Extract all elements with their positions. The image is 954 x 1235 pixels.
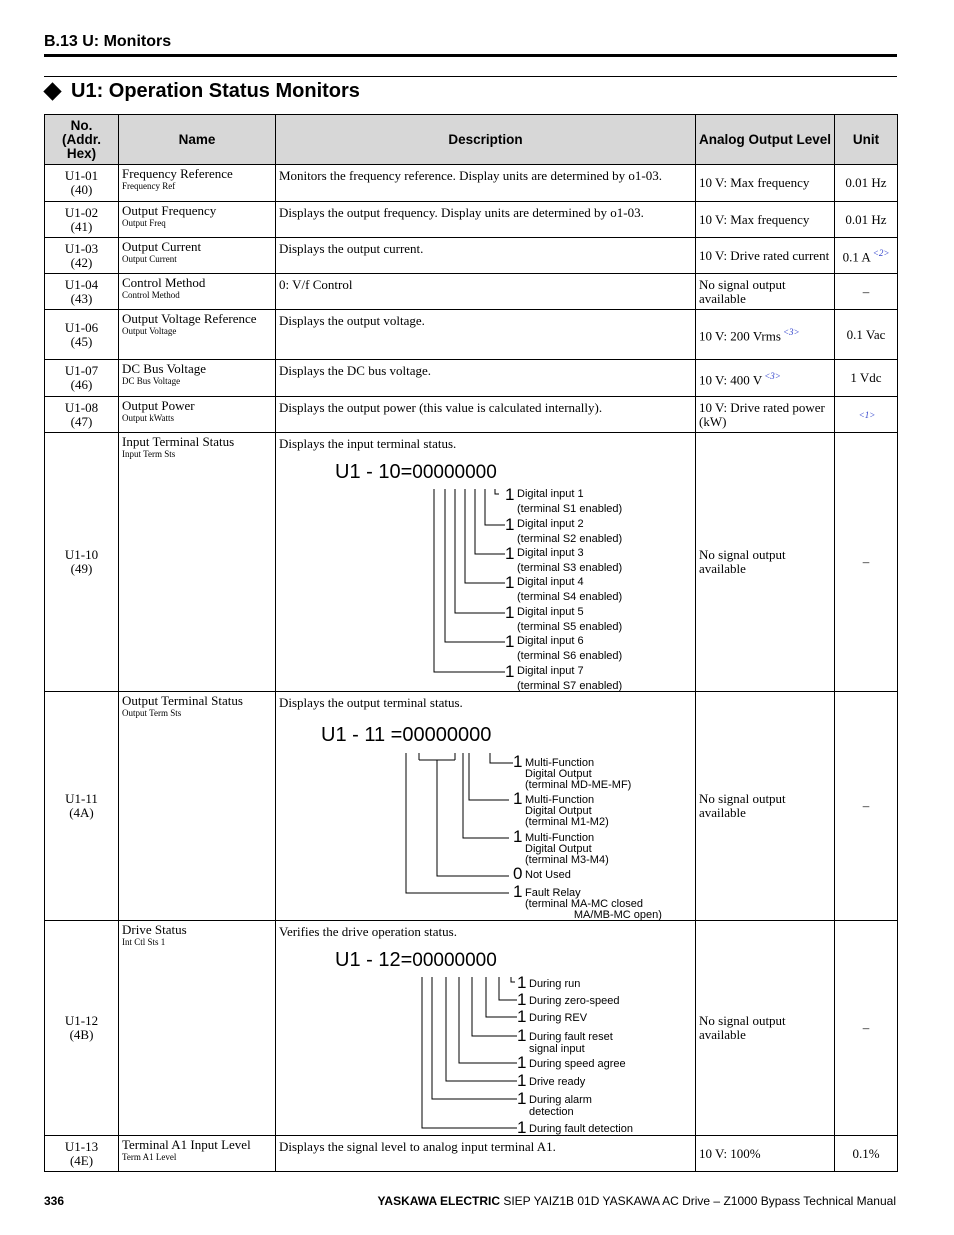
bit-leader-line [455,489,505,613]
monitor-no: U1-03 [64,240,99,256]
monitor-no: U1-12 [64,1013,99,1028]
bit-label: Digital input 3 (terminal S3 enabled) [517,547,623,574]
bit-label: Digital input 2 (terminal S2 enabled) [517,518,623,545]
row-description [276,692,696,921]
bit-label: Digital input 1 (terminal S1 enabled) [517,488,623,515]
description-text: Monitors the frequency reference. Display units are determined by o1-03. [279,168,663,183]
row-name [119,202,276,238]
col-no [45,115,119,165]
monitor-addr: (43) [70,290,93,306]
row-number [45,360,119,397]
unit-text: 0.1 Vac [846,326,886,342]
description-text: 0: V/f Control [279,277,353,292]
analog-text: No signal output available [699,547,786,576]
table-row [45,202,898,238]
monitor-display-name: Output Term Sts [122,708,182,718]
footnote-ref: <1> [858,410,876,420]
row-name [119,165,276,202]
row-description [276,921,696,1136]
row-analog-output [696,360,835,397]
bit-label: Not Used [525,869,571,881]
row-number [45,202,119,238]
analog-text: 10 V: Drive rated power (kW) [699,399,825,429]
row-name [119,692,276,921]
bit-leader-line [472,977,517,1036]
row-analog-output [696,238,835,274]
monitor-name: Frequency Reference [122,166,233,181]
footer-doc-title: SIEP YAIZ1B 01D YASKAWA AC Drive – Z1000 Bypass Technical Manual [503,1194,896,1208]
title-rule [44,76,897,77]
bit-diagram-value: 00000000 [412,462,497,483]
monitor-addr: (4E) [69,1152,94,1168]
monitor-addr: (4B) [69,1027,94,1042]
bit-value: 1 [505,573,515,592]
monitor-display-name: Control Method [122,290,180,300]
bit-leader-line [486,977,517,1017]
bit-leader-line [437,760,509,876]
bit-value: 1 [505,544,515,563]
row-description [276,165,696,202]
bit-leader-line [490,753,513,763]
monitor-no: U1-11 [65,791,98,806]
row-number [45,397,119,433]
col-name: Name [119,115,276,165]
monitor-name: Output Voltage Reference [122,311,257,326]
bit-leader-line [495,489,499,494]
footnote-ref: <2> [872,248,890,259]
row-description [276,1136,696,1172]
description-text: Displays the signal level to analog input terminal A1. [279,1139,556,1154]
monitor-addr: (42) [70,254,93,270]
bit-label: Drive ready [529,1076,586,1088]
row-unit [835,397,898,433]
table-row [45,397,898,433]
monitor-no: U1-01 [64,168,99,183]
bit-diagram-lines [279,451,697,687]
bit-diagram-value: 00000000 [402,724,492,746]
bit-diagram [279,710,692,921]
row-analog-output [696,433,835,692]
bit-diagram-title [335,461,497,483]
bit-value: 1 [517,1089,527,1108]
analog-text: 10 V: Drive rated current [699,247,830,263]
row-name [119,274,276,310]
row-number [45,165,119,202]
unit-text: – [862,798,870,813]
monitor-display-name: DC Bus Voltage [122,376,181,386]
row-name [119,397,276,433]
table-row [45,238,898,274]
row-unit [835,202,898,238]
bit-value: 1 [513,789,523,808]
row-unit [835,310,898,360]
unit-text: – [862,554,870,569]
page-title: U1: Operation Status Monitors [71,80,360,102]
row-name [119,1136,276,1172]
monitor-name: Input Terminal Status [122,434,235,449]
monitor-no: U1-06 [64,319,99,335]
row-description [276,238,696,274]
header-rule [44,54,897,57]
monitor-name: Output Terminal Status [122,693,243,708]
bit-value: 1 [517,973,527,992]
row-unit [835,274,898,310]
analog-text: No signal output available [699,1013,786,1042]
table-row [45,433,898,692]
description-text: Displays the output frequency. Display units are determined by o1-03. [279,205,644,220]
monitor-display-name: Output Voltage [122,326,177,336]
bit-leader-line [475,489,505,554]
bit-value: 1 [513,752,523,771]
monitor-name: Output Frequency [122,203,217,218]
unit-text: 0.01 Hz [845,175,887,190]
table-row [45,360,898,397]
bit-label: Multi-Function Digital Output (terminal M3-M4) [525,832,609,866]
bit-label: During REV [529,1012,588,1024]
bit-value: 1 [517,1053,527,1072]
bit-label: Multi-Function Digital Output (terminal M1-M2) [525,794,609,828]
unit-text: – [862,1020,870,1035]
row-name [119,433,276,692]
bit-value: 1 [505,515,515,534]
bit-diagram-title [335,949,497,971]
row-number [45,692,119,921]
monitor-display-name: Output Freq [122,218,166,228]
description-text: Displays the DC bus voltage. [279,363,432,378]
row-name [119,921,276,1136]
monitor-name: Control Method [122,275,206,290]
analog-text: 10 V: Max frequency [699,211,810,227]
unit-text: 0.1 A [842,249,871,265]
bit-label: Multi-Function Digital Output (terminal MD-ME-MF) [525,757,632,791]
analog-text: No signal output available [699,791,786,820]
row-name [119,238,276,274]
row-unit [835,1136,898,1172]
bit-leader-line [511,977,515,982]
monitor-no: U1-02 [64,204,99,220]
diamond-bullet-icon [43,82,61,100]
row-description [276,397,696,433]
bit-value: 0 [513,864,523,883]
row-number [45,433,119,692]
bit-label: Fault Relay (terminal MA-MC closed MA/MB-MC open) [525,887,662,921]
bit-value: 1 [517,1118,527,1137]
bit-value: 1 [517,1071,527,1090]
unit-text: – [862,283,870,299]
row-number [45,274,119,310]
bit-label: Digital input 4 (terminal S4 enabled) [517,576,623,603]
bit-leader-line [499,977,517,1000]
monitor-name: DC Bus Voltage [122,361,207,376]
row-name [119,310,276,360]
row-unit [835,433,898,692]
monitor-display-name: Term A1 Level [122,1152,177,1162]
monitor-addr: (49) [70,561,93,576]
row-analog-output [696,692,835,921]
col-unit: Unit [835,115,898,165]
bit-diagram-value: 00000000 [412,950,497,971]
row-unit [835,165,898,202]
monitor-display-name: Frequency Ref [122,181,176,191]
monitor-no: U1-10 [64,547,99,562]
table-row [45,921,898,1136]
bit-leader-line [469,753,509,800]
bit-leader-line [463,753,509,838]
monitor-no: U1-13 [64,1138,99,1154]
monitor-no: U1-07 [64,363,99,378]
monitor-addr: (4A) [69,805,94,820]
monitor-addr: (41) [70,218,93,234]
bit-value: 1 [513,827,523,846]
bit-value: 1 [517,1026,527,1045]
row-analog-output [696,921,835,1136]
row-analog-output [696,202,835,238]
col-analog: Analog Output Level [696,115,835,165]
col-no-label: No. (Addr. Hex) [62,117,101,161]
bit-diagram [279,939,692,1137]
bit-label: Digital input 5 (terminal S5 enabled) [517,606,623,633]
description-text: Displays the output power (this value is calculated internally). [279,400,603,415]
row-unit [835,692,898,921]
col-description: Description [276,115,696,165]
row-unit [835,360,898,397]
bit-label: During speed agree [529,1058,626,1070]
row-unit [835,238,898,274]
bit-leader-line [406,753,509,893]
page-title-wrap [44,80,360,103]
row-unit [835,921,898,1136]
row-description [276,274,696,310]
bit-diagram-label: U1 - 11 = [321,724,403,746]
row-description [276,310,696,360]
analog-text: No signal output available [699,276,786,306]
monitor-name: Output Power [122,398,195,413]
bit-label: During fault reset signal input [529,1031,613,1055]
monitor-display-name: Int Ctl Sts 1 [122,937,166,947]
bit-label: During fault detection [529,1123,633,1135]
bit-value: 1 [517,990,527,1009]
unit-text: 1 Vdc [850,370,882,385]
monitor-display-name: Output Current [122,254,177,264]
analog-text: 10 V: 400 V [699,372,763,388]
unit-text: 0.1% [852,1145,880,1161]
monitor-no: U1-08 [64,399,99,415]
monitor-name: Drive Status [122,922,187,937]
table-row [45,1136,898,1172]
footer-brand: YASKAWA ELECTRIC [377,1194,500,1208]
analog-text: 10 V: Max frequency [699,175,810,190]
table-row [45,692,898,921]
monitor-display-name: Input Term Sts [122,449,176,459]
monitor-table [44,114,898,1172]
bit-leader-line [459,977,517,1063]
bit-label: During run [529,978,581,990]
page-number: 336 [44,1194,65,1208]
bit-label: Digital input 6 (terminal S6 enabled) [517,635,623,662]
description-text: Displays the input terminal status. [279,436,457,451]
row-number [45,238,119,274]
bit-value: 1 [513,882,523,901]
description-text: Displays the output terminal status. [279,695,463,710]
section-header: B.13 U: Monitors [44,33,172,50]
row-number [45,1136,119,1172]
footnote-ref: <3> [764,370,781,381]
description-text: Verifies the drive operation status. [279,924,457,939]
description-text: Displays the output voltage. [279,313,425,328]
row-description [276,433,696,692]
bit-value: 1 [505,603,515,622]
row-name [119,360,276,397]
bit-diagram-label: U1 - 10= [335,461,413,483]
row-description [276,360,696,397]
bit-diagram [279,451,692,692]
monitor-name: Terminal A1 Input Level [122,1137,251,1152]
bit-diagram-label: U1 - 12= [335,949,413,971]
bit-diagram-title [321,724,492,746]
bit-value: 1 [505,485,515,504]
analog-text: 10 V: 200 Vrms [699,328,781,344]
row-number [45,310,119,360]
footer-doc [378,1194,896,1208]
description-text: Displays the output current. [279,241,424,256]
row-number [45,921,119,1136]
table-row [45,274,898,310]
table-row [45,310,898,360]
analog-text: 10 V: 100% [699,1145,761,1161]
monitor-addr: (47) [70,413,93,429]
row-analog-output [696,397,835,433]
table-row [45,165,898,202]
row-analog-output [696,274,835,310]
bit-label: During alarm detection [529,1094,592,1118]
row-analog-output [696,310,835,360]
monitor-addr: (46) [70,377,93,392]
monitor-name: Output Current [122,239,202,254]
row-analog-output [696,1136,835,1172]
bit-label: Digital input 7 (terminal S7 enabled) [517,665,623,692]
bit-value: 1 [505,662,515,681]
row-analog-output [696,165,835,202]
bit-leader-line [446,977,517,1081]
monitor-display-name: Output kWatts [122,413,175,423]
bit-value: 1 [505,632,515,651]
monitor-addr: (40) [70,182,93,197]
bit-label: During zero-speed [529,995,620,1007]
footnote-ref: <3> [782,327,800,338]
monitor-no: U1-04 [64,276,99,292]
monitor-addr: (45) [70,333,93,349]
unit-text: 0.01 Hz [845,211,887,227]
bit-value: 1 [517,1007,527,1026]
row-description [276,202,696,238]
